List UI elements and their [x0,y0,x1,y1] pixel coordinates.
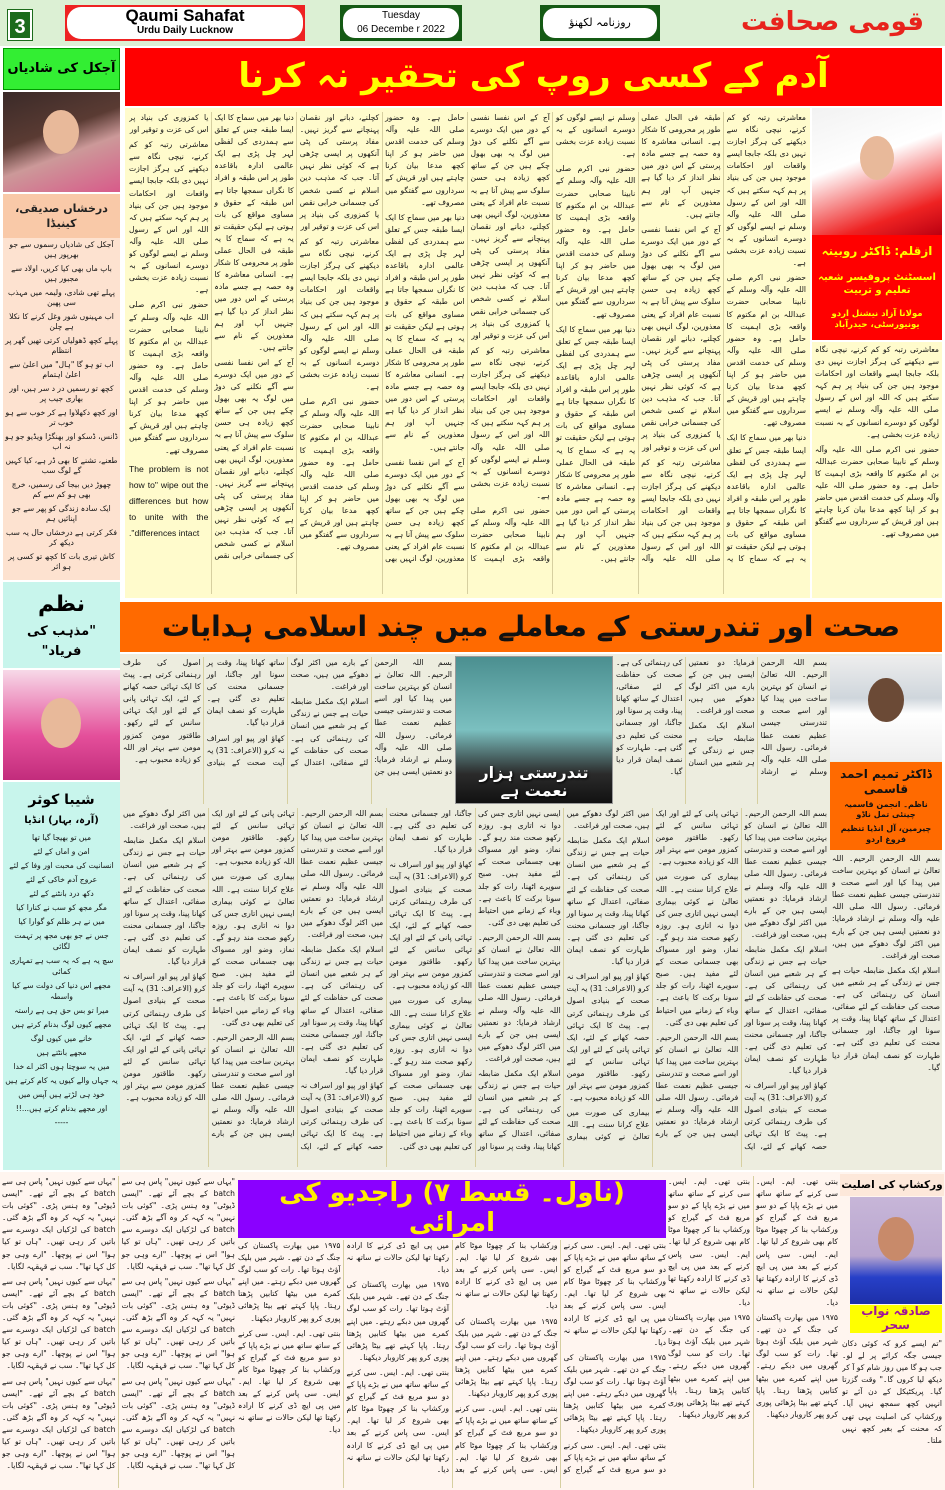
poem-line: آجکل کی شادیاں رسموں سے جو بھرپور ہیں [9,239,114,259]
paragraph: کھاؤ اور پیو اور اسراف نہ کرو (الاعراف: 31) یہ آیت صحت کے بنیادی اصول کی طرف رہنمائی کرتی ہے۔ پیٹ کا ایک تہائی حصہ کھانے کے لئے، ایک تہائی پانی کے لئے اور ایک تہائی سانس کے لئے رکھو۔ طاقتور مومن کمزور مومن سے بہتر اور اللہ کو زیادہ محبوب ہے۔ [389,860,472,991]
author-designation: چیرمین، آل انڈیا تنظیم فروغ اردو [840,824,932,844]
poem-line: پہلے تھی شادی، ولیمہ میں مہذب سی پھبن [8,287,115,307]
paragraph: "یہاں سے کیوں نہیں" پاس ہی سے batch کے بچے آئے تھے۔ "ایسی ڈیوٹی" وہ ہنس پڑی۔ "کوئی بات نہیں" یہ کہہ کر وہ آگے بڑھ گئی۔ batch کی لڑکیاں ایک دوسرے سے باتیں کر رہی تھیں۔ "ہاں تو کیا ہوا" اس نے پوچھا۔ "ارے وہی جو کل کہا تھا"۔ سب نے قہقہہ لگایا۔ [121,1376,235,1471]
novel-continued-text [2,1176,235,1488]
paragraph: آج کے اس نفسا نفسی کے دور میں ایک دوسرے سے آگے نکلنے کی دوڑ میں لوگ یہ بھی بھول چکے ہیں جن کے ساتھ کچھ زیادہ ہی حسن سلوک سے پیش آنا ہے بہ نسبت عام افراد کے یعنی معذورین، لوگ انہیں بھی کچلنے، دبانے اور نقصان پہنچانے سے گریز نہیں۔ مفاد پرستی کی پٹی آنکھوں پر ایسی چڑھی ہے کہ کوئی نظر نہیں آتا۔ جب کہ مذہب دین اسلام نے کسی شخص کی جسمانی خرابی نقص یا کمزوری کی بنیاد پر اس کی عزت و توقیر اور [470,113,550,340]
poem-line: اور مجھے بدنام کرتے ہیں...!! [15,1103,108,1113]
newspaper-title-box [65,5,305,41]
paragraph: بسم اللہ الرحمن الرحیم۔ اللہ تعالیٰ نے انسان کو بہترین ساخت میں پیدا کیا اور اسے صحت و تندرستی جیسی عظیم نعمت عطا فرمائی۔ رسول اللہ صلی اللہ علیہ وآلہ وسلم نے ارشاد فرمایا: دو نعمتیں ایسی ہیں جن کے بارے میں اکثر لوگ دھوکے میں ہیں، صحت اور فراغت۔ [744,809,827,939]
article2-body [123,657,452,804]
novel-body-right [668,1176,838,1488]
paragraph: بیماری کی صورت میں علاج کرانا سنت ہے۔ اللہ تعالیٰ نے کوئی بیماری ایسی نہیں اتاری جس کی دوا نہ اتاری ہو۔ روزہ رکھو صحت مند رہو گے۔ نماز، وضو اور مسواک بھی جسمانی صحت کے لئے مفید ہیں۔ صبح سویرے اٹھنا، رات کو جلد سونا برکت کا باعث ہے۔ وباء کے زمانے میں احتیاط کی تعلیم بھی دی گئی۔ [655,872,739,1027]
novel-body [238,1240,666,1488]
paragraph: بنتی تھی۔ ایم۔ ایس۔ سی کرنے کے ساتھ ساتھ میں نے بڑے پاپا کے دو سو مربع فٹ کے گیراج کو ورکشاپ بنا کر چھوٹا موٹا کام بھی شروع کر لیا تھا۔ ایم۔ ایس۔ سی پاس کرنے کے بعد میں پی ایچ ڈی کرنے کا ارادہ رکھتا تھا لیکن حالات نے ساتھ نہ دیا۔ [455,1241,666,1474]
section-label: آجکل کی شادیاں [3,48,120,90]
newspaper-subtitle: Urdu Daily Lucknow [136,25,234,36]
paragraph: بیماری کی صورت میں علاج کرانا سنت ہے۔ اللہ تعالیٰ نے کوئی بیماری ایسی نہیں اتاری جس کی دوا نہ اتاری ہو۔ روزہ رکھو صحت مند رہو گے۔ نماز، وضو اور مسواک بھی جسمانی صحت کے لئے مفید ہیں۔ صبح سویرے اٹھنا، رات کو جلد سونا برکت کا باعث ہے۔ وباء کے زمانے میں احتیاط کی تعلیم بھی دی گئی۔ [211,872,295,1027]
poem-line: دکھ درد بانٹنے کے لئے [29,888,94,898]
paragraph: معاشرتی رتبہ کو کم کرنے، نیچی نگاہ سے دیکھنے کی ہرگز اجازت نہیں دی بلکہ جابجا ایسے واقعات اور احکامات موجود ہیں جن کی بنیاد پر ہم کہہ سکتے ہیں کہ اللہ اور اس کے رسول صلی اللہ علیہ وآلہ وسلم نے ایسے لوگوں کو دوسرے انسانوں کے بہ نسبت زیادہ عزت بخشی ہے۔ [815,345,939,439]
paragraph: بسم اللہ الرحمن الرحیم۔ اللہ تعالیٰ نے انسان کو بہترین ساخت میں پیدا کیا اور اسے صحت و تندرستی جیسی عظیم نعمت عطا فرمائی۔ رسول اللہ صلی اللہ علیہ وآلہ وسلم نے ارشاد فرمایا: دو نعمتیں ایسی ہیں جن کے بارے میں اکثر لوگ دھوکے میں ہیں، صحت اور فراغت۔ [300,809,384,939]
poem-line: اور کچھ دکھلاوا ہے کر خوب سے ہو خوب تر [5,407,118,427]
poem-line: امن و اماں کے لئے [33,846,90,856]
poem-line: مگر مجھ کو سب نے کنارا کیا [16,902,107,912]
paragraph: اسلام ایک مکمل ضابطہ حیات ہے جس نے زندگی کے ہر شعبے میں انسان کی رہنمائی کی ہے۔ صحت کی حفاظت کے لئے صفائی، اعتدال کے ساتھ کھانا پینا، وقت پر سونا اور جاگنا، اور جسمانی محنت کی تعلیم دی گئی ہے۔ طہارت کو نصف ایمان قرار دیا گیا۔ [832,965,940,1072]
poem-line: باپ ماں بھی کیا کریں، اولاد سے مجبور ہیں [11,263,112,283]
date: 06 Decembe r 2022 [357,24,445,35]
paragraph: حضور نبی اکرم صلی اللہ علیہ وآلہ وسلم کے نابینا صحابی حضرت عبداللہ بن ام مکتوم کا واقعہ بڑی اہمیت کا حامل ہے۔ وہ حضور صلی اللہ علیہ وآلہ وسلم کی خدمت اقدس میں حاضر ہو کر اپنا کچھ مدعا بیان کرنا چاہتے ہیں اور قریش کے سرداروں سے گفتگو میں مصروف تھے۔ [815,444,939,539]
paragraph: دنیا بھر میں سماج کا ایک ایسا طبقہ جس کے تعلق سے ہمدردی کی لفظی لہر چل پڑی ہے ایک عالمی ادارہ باقاعدہ طور پر اس طبقہ و افراد کا نگراں سمجھا جاتا ہے اس طبقہ کے حقوق و مساوی مواقع کی بات ہوتی ہے لیکن حقیقت تو یہ ہے کہ سماج کا یہ طبقہ فی الحال عملی طور پر محرومی کا شکار ہے۔ انسانی معاشرہ کا وہ حصہ ہے جسے مادہ پرستی کے اس دور میں نظر انداز کر دیا گیا ہے جنہیں آپ اور ہم معذورین کے نام سے جانتے ہیں۔ [555,324,636,564]
paragraph: ۱۹۷۵ میں بھارت پاکستان کی جنگ کے دن تھے۔ شہر میں بلیک آؤٹ ہوتا تھا۔ رات کو سب لوگ گھروں میں دبکے رہتے۔ میں اپنے کمرے میں بیٹھا کتابیں پڑھتا رہتا۔ پاپا کہتے تھے بیٹا پڑھائی پوری کرو پھر کاروبار دیکھنا۔ [455,1316,558,1399]
paragraph: کھاؤ اور پیو اور اسراف نہ کرو (الاعراف: 31) یہ آیت صحت کے بنیادی اصول کی طرف رہنمائی کرتی ہے۔ پیٹ کا ایک تہائی حصہ کھانے کے لئے، ایک تہائی پانی کے لئے اور ایک تہائی سانس کے لئے رکھو۔ طاقتور مومن کمزور مومن سے بہتر اور اللہ کو زیادہ محبوب ہے۔ [566,972,650,1103]
paragraph: "یہاں سے کیوں نہیں" پاس ہی سے batch کے بچے آئے تھے۔ "ایسی ڈیوٹی" وہ ہنس پڑی۔ "کوئی بات نہیں" یہ کہہ کر وہ آگے بڑھ گئی۔ batch کی لڑکیاں ایک دوسرے سے باتیں کر رہی تھیں۔ "ہاں تو کیا ہوا" اس نے پوچھا۔ "ارے وہی جو کل کہا تھا"۔ سب نے قہقہہ لگایا۔ [2,1376,116,1471]
paragraph: اسلام ایک مکمل ضابطہ حیات ہے جس نے زندگی کے ہر شعبے میں انسان کی رہنمائی کی ہے۔ صحت کی حفاظت کے لئے صفائی، اعتدال کے ساتھ کھانا پینا، وقت پر سونا اور جاگنا، اور جسمانی محنت کی تعلیم دی گئی ہے۔ طہارت کو نصف ایمان قرار دیا گیا۔ [123,836,206,967]
paragraph: بنتی تھی۔ ایم۔ ایس۔ سی کرنے کے ساتھ ساتھ میں نے بڑے پاپا کے دو سو مربع فٹ کے گیراج کو ورکشاپ بنا کر چھوٹا موٹا کام بھی شروع کر لیا تھا۔ ایم۔ ایس۔ سی پاس کرنے کے بعد میں پی ایچ ڈی کرنے کا ارادہ رکھتا تھا لیکن حالات نے ساتھ نہ دیا۔ [238,1328,341,1435]
paragraph: ۱۹۷۵ میں بھارت پاکستان کی جنگ کے دن تھے۔ شہر میں بلیک آؤٹ ہوتا تھا۔ رات کو سب لوگ گھروں میں دبکے رہتے۔ میں اپنے کمرے میں بیٹھا کتابیں پڑھتا رہتا۔ پاپا کہتے تھے بیٹا پڑھائی پوری کرو پھر کاروبار دیکھنا۔ [238,1241,341,1323]
paragraph: "یہاں سے کیوں نہیں" پاس ہی سے batch کے بچے آئے تھے۔ "ایسی ڈیوٹی" وہ ہنس پڑی۔ "کوئی بات نہیں" یہ کہہ کر وہ آگے بڑھ گئی۔ batch کی لڑکیاں ایک دوسرے سے باتیں کر رہی تھیں۔ "ہاں تو کیا ہوا" اس نے پوچھا۔ "ارے وہی جو کل کہا تھا"۔ سب نے قہقہہ لگایا۔ [2,1276,116,1371]
paragraph: کھاؤ اور پیو اور اسراف نہ کرو (الاعراف: 31) یہ آیت صحت کے بنیادی اصول کی طرف رہنمائی کرتی ہے۔ پیٹ کا ایک تہائی حصہ کھانے کے لئے، ایک تہائی پانی کے لئے اور ایک تہائی سانس کے لئے رکھو۔ طاقتور مومن کمزور مومن سے بہتر اور اللہ کو زیادہ محبوب ہے۔ [211,809,384,1151]
paragraph: آج کے اس نفسا نفسی کے دور میں ایک دوسرے سے آگے نکلنے کی دوڑ میں لوگ یہ بھی بھول چکے ہیں جن کے ساتھ کچھ زیادہ ہی حسن سلوک سے پیش آنا ہے بہ نسبت عام افراد کے یعنی معذورین، لوگ انہیں بھی کچلنے، دبانے اور نقصان پہنچانے سے گریز نہیں۔ مفاد پرستی کی پٹی آنکھوں پر ایسی چڑھی ہے کہ کوئی نظر نہیں آتا۔ جب کہ مذہب دین اسلام نے کسی شخص کی جسمانی خرابی نقص یا کمزوری کی بنیاد پر اس کی عزت و توقیر اور [641,224,721,452]
paragraph: بسم اللہ الرحمن الرحیم۔ اللہ تعالیٰ نے انسان کو بہترین ساخت میں پیدا کیا اور اسے صحت و تندرستی جیسی عظیم نعمت عطا فرمائی۔ رسول اللہ صلی اللہ علیہ وآلہ وسلم نے ارشاد فرمایا: دو نعمتیں ایسی ہیں جن کے بارے میں اکثر لوگ دھوکے میں ہیں، صحت اور فراغت۔ [832,854,940,960]
poem-line: ڈانس، ڈسکو اور بھنگڑا ویڈیو جو ہو نہ اب [5,431,118,451]
poem-line: انسانیت کی محبت اور وفا کے لئے [9,860,114,870]
nazm-box [3,582,120,668]
poem-line: اب تو ہو گا "ہال" میں اعلیٰ سے اعلیٰ اہتمام [9,359,114,379]
day: Tuesday [382,10,420,21]
article1-headline: آدم کے کسی روپ کی تحقیر نہ کرنا [125,48,942,106]
paragraph: کھاؤ اور پیو اور اسراف نہ کرو (الاعراف: 31) یہ آیت صحت کے بنیادی اصول کی طرف رہنمائی کرتی ہے۔ پیٹ کا ایک تہائی حصہ کھانے کے لئے، ایک تہائی پانی کے لئے اور ایک تہائی سانس کے لئے رکھو۔ طاقتور مومن کمزور مومن سے بہتر اور اللہ کو زیادہ محبوب ہے۔ [123,658,285,767]
paragraph: اسلام ایک مکمل ضابطہ حیات ہے جس نے زندگی کے ہر شعبے میں انسان کی رہنمائی کی ہے۔ صحت کی حفاظت کے لئے صفائی، اعتدال کے ساتھ کھانا پینا، وقت پر سونا اور جاگنا، اور جسمانی محنت کی تعلیم دی گئی ہے۔ طہارت کو نصف ایمان قرار دیا گیا۔ [616,658,755,776]
article2-byline-box [830,762,942,850]
paragraph: ۱۹۷۵ میں بھارت پاکستان کی جنگ کے دن تھے۔ شہر میں بلیک آؤٹ ہوتا تھا۔ رات کو سب لوگ گھروں میں دبکے رہتے۔ میں اپنے کمرے میں بیٹھا کتابیں پڑھتا رہتا۔ پاپا کہتے تھے بیٹا پڑھائی پوری کرو پھر کاروبار دیکھنا۔ [563,1352,666,1435]
author-designation: ناظم۔ انجمن قاسمیہ چینئی تمل ناڈو [844,799,928,820]
paragraph: حضور نبی اکرم صلی اللہ علیہ وآلہ وسلم کے نابینا صحابی حضرت عبداللہ بن ام مکتوم کا واقعہ بڑی اہمیت کا حامل ہے۔ وہ حضور صلی اللہ علیہ وآلہ وسلم کی خدمت اقدس میں حاضر ہو کر اپنا کچھ مدعا بیان کرنا چاہتے ہیں اور قریش کے سرداروں سے گفتگو میں مصروف تھے۔ [299,397,380,552]
paragraph: بنتی تھی۔ ایم۔ ایس۔ سی کرنے کے ساتھ ساتھ میں نے بڑے پاپا کے دو سو مربع فٹ کے گیراج کو ورکشاپ بنا کر چھوٹا موٹا کام بھی شروع کر لیا تھا۔ ایم۔ ایس۔ سی پاس کرنے کے بعد میں پی ایچ ڈی کرنے کا ارادہ رکھتا تھا لیکن حالات نے ساتھ نہ دیا۔ [563,1241,666,1347]
poem-line: فکر کرتی ہے درخشاں حال یہ سب دیکھ کر [6,527,117,547]
poem-author: شیبا کوثر [28,792,95,808]
poem-mazhab [3,782,120,1170]
poem-location: (آرہ، بہار) انڈیا [24,815,99,826]
paragraph: بسم اللہ الرحمن الرحیم۔ اللہ تعالیٰ نے انسان کو بہترین ساخت میں پیدا کیا اور اسے صحت و تندرستی جیسی عظیم نعمت عطا فرمائی۔ رسول اللہ صلی اللہ علیہ وآلہ وسلم نے ارشاد فرمایا: دو نعمتیں ایسی ہیں جن کے بارے میں اکثر لوگ دھوکے میں ہیں، صحت اور فراغت۔ [478,932,561,1063]
workshop-headline: ورکشاپ کی اصلیت [840,1174,944,1196]
paragraph: کھاؤ اور پیو اور اسراف نہ کرو (الاعراف: 31) یہ آیت صحت کے بنیادی اصول کی طرف رہنمائی کرتی ہے۔ پیٹ کا ایک تہائی حصہ کھانے کے لئے، ایک تہائی پانی کے لئے اور ایک تہائی سانس کے لئے رکھو۔ طاقتور مومن کمزور مومن سے بہتر اور اللہ کو زیادہ محبوب ہے۔ [655,809,827,1151]
paragraph: "یہاں سے کیوں نہیں" پاس ہی سے batch کے بچے آئے تھے۔ "ایسی ڈیوٹی" وہ ہنس پڑی۔ "کوئی بات نہیں" یہ کہہ کر وہ آگے بڑھ گئی۔ batch کی لڑکیاں ایک دوسرے سے باتیں کر رہی تھیں۔ "ہاں تو کیا ہوا" اس نے پوچھا۔ "ارے وہی جو کل کہا تھا"۔ سب نے قہقہہ لگایا۔ [121,1177,235,1271]
nazm-label: نظم [38,592,85,617]
paragraph: حضور نبی اکرم صلی اللہ علیہ وآلہ وسلم کے نابینا صحابی حضرت عبداللہ بن ام مکتوم کا واقعہ بڑی اہمیت کا حامل ہے۔ وہ حضور صلی اللہ علیہ وآلہ وسلم کی خدمت اقدس میں حاضر ہو کر اپنا کچھ مدعا بیان کرنا چاہتے ہیں اور قریش کے سرداروں سے گفتگو میں مصروف تھے۔ [129,300,209,455]
page-number: 3 [8,10,32,40]
poet-photo [3,92,120,192]
paragraph: ۱۹۷۵ میں بھارت پاکستان کی جنگ کے دن تھے۔ شہر میں بلیک آؤٹ ہوتا تھا۔ رات کو سب لوگ گھروں میں دبکے رہتے۔ میں اپنے کمرے میں بیٹھا کتابیں پڑھتا رہتا۔ پاپا کہتے تھے بیٹا پڑھائی پوری کرو پھر کاروبار دیکھنا۔ [668,1313,750,1419]
english-quote: The problem is not how to" wipe out the differences but how to unite with the ."differences intact [129,463,209,538]
paragraph: بنتی تھی۔ ایم۔ ایس۔ سی کرنے کے ساتھ ساتھ میں نے بڑے پاپا کے دو سو مربع فٹ کے گیراج کو ورکشاپ بنا کر چھوٹا موٹا کام بھی شروع کر لیا تھا۔ ایم۔ ایس۔ سی پاس کرنے کے بعد میں پی ایچ ڈی کرنے کا ارادہ رکھتا تھا لیکن حالات نے ساتھ نہ دیا۔ [756,1177,838,1307]
paragraph: بنتی تھی۔ ایم۔ ایس۔ سی کرنے کے ساتھ ساتھ میں نے بڑے پاپا کے دو سو مربع فٹ کے گیراج کو ورکشاپ بنا کر چھوٹا موٹا کام بھی شروع کر لیا تھا۔ ایم۔ ایس۔ سی پاس کرنے کے بعد میں پی ایچ ڈی کرنے کا ارادہ رکھتا تھا لیکن حالات نے ساتھ نہ دیا۔ [346,1241,558,1474]
poem-line: جس نے جو بھی مجھ پر تہمت لگائی [14,930,109,951]
paragraph: معاشرتی رتبہ کو کم کرنے، نیچی نگاہ سے دیکھنے کی ہرگز اجازت نہیں دی بلکہ جابجا ایسے واقعات اور احکامات موجود ہیں جن کی بنیاد پر ہم کہہ سکتے ہیں کہ اللہ اور اس کے رسول صلی اللہ علیہ وآلہ وسلم نے ایسے لوگوں کو دوسرے انسانوں کے بہ نسبت زیادہ عزت بخشی ہے۔ [299,236,380,392]
article1-side-text [812,342,942,598]
poem-line: میں تو بھیجا گیا تھا [31,832,92,842]
paragraph: ۱۹۷۵ میں بھارت پاکستان کی جنگ کے دن تھے۔ شہر میں بلیک آؤٹ ہوتا تھا۔ رات کو سب لوگ گھروں میں دبکے رہتے۔ میں اپنے کمرے میں بیٹھا کتابیں پڑھتا رہتا۔ پاپا کہتے تھے بیٹا پڑھائی پوری کرو پھر کاروبار دیکھنا۔ [756,1313,838,1419]
date-box [340,5,462,41]
paragraph: بسم اللہ الرحمن الرحیم۔ اللہ تعالیٰ نے انسان کو بہترین ساخت میں پیدا کیا اور اسے صحت و تندرستی جیسی عظیم نعمت عطا فرمائی۔ رسول اللہ صلی اللہ علیہ وآلہ وسلم نے ارشاد فرمایا: دو نعمتیں ایسی ہیں جن کے بارے میں اکثر لوگ دھوکے میں ہیں، صحت اور فراغت۔ [566,809,739,1139]
article2-body [123,808,827,1167]
poem-line: ----- [54,1117,69,1127]
poem-line: میں یہ سوچتا ہوں اکثر اے خدا [13,1061,110,1071]
paragraph: معاشرتی رتبہ کو کم کرنے، نیچی نگاہ سے دیکھنے کی ہرگز اجازت نہیں دی بلکہ جابجا ایسے واقعات اور احکامات موجود ہیں جن کی بنیاد پر ہم کہہ سکتے ہیں کہ اللہ اور اس کے رسول صلی اللہ علیہ وآلہ وسلم نے ایسے لوگوں کو دوسرے انسانوں کے بہ نسبت زیادہ عزت بخشی ہے۔ [726,113,806,268]
paragraph: دنیا بھر میں سماج کا ایک ایسا طبقہ جس کے تعلق سے ہمدردی کی لفظی لہر چل پڑی ہے ایک عالمی ادارہ باقاعدہ طور پر اس طبقہ و افراد کا نگراں سمجھا جاتا ہے اس طبقہ کے حقوق و مساوی مواقع کی بات ہوتی ہے لیکن حقیقت تو یہ ہے کہ سماج کا یہ طبقہ فی الحال عملی طور پر محرومی کا شکار ہے۔ انسانی معاشرہ کا وہ حصہ ہے جسے مادہ پرستی کے اس دور میں نظر انداز کر دیا گیا ہے جنہیں آپ اور ہم معذورین کے نام سے جانتے ہیں۔ [385,212,465,452]
paragraph: کھاؤ اور پیو اور اسراف نہ کرو (الاعراف: 31) یہ آیت صحت کے بنیادی اصول کی طرف رہنمائی کرتی ہے۔ پیٹ کا ایک تہائی حصہ کھانے کے لئے، ایک تہائی پانی کے لئے اور ایک تہائی سانس کے لئے رکھو۔ طاقتور مومن کمزور مومن سے بہتر اور اللہ کو زیادہ محبوب ہے۔ [123,972,206,1103]
article2-body [616,657,827,804]
poem-line: چھوڑ دیں بیجا کی رسمیں، خرچ بھی ہو کم سے کم [11,479,112,499]
article1-byline-box [812,235,942,340]
nazm-title: "مذہب کی فریاد" [27,624,96,659]
author-university: مولانا آزاد نیشنل اردو یونیورسٹی، حیدرآباد [831,309,923,330]
author-photo [812,108,942,235]
poem-line: کاش تیری بات کا کچھ تو کسی پر ہو اثر [8,551,115,571]
paragraph: بیماری کی صورت میں علاج کرانا سنت ہے۔ اللہ تعالیٰ نے کوئی بیماری ایسی نہیں اتاری جس کی دوا نہ اتاری ہو۔ روزہ رکھو صحت مند رہو گے۔ نماز، وضو اور مسواک بھی جسمانی صحت کے لئے مفید ہیں۔ صبح سویرے اٹھنا، رات کو جلد سونا برکت کا باعث ہے۔ وباء کے زمانے میں احتیاط کی تعلیم بھی دی گئی۔ [478,809,650,1142]
poem-line: میں نے ہر ظلم کو گوارا کیا [18,916,105,926]
workshop-author: صادقہ نواب سحر [850,1305,942,1333]
poem-line: ایک سادہ زندگی کو پھر سے جو اپنائیں ہم [12,503,111,523]
poem-line: خانے میں کیوں لوگ [30,1033,93,1043]
image-caption: تندرستی ہزار نعمت ہے [479,765,589,799]
paragraph: اسلام ایک مکمل ضابطہ حیات ہے جس نے زندگی کے ہر شعبے میں انسان کی رہنمائی کی ہے۔ صحت کی حفاظت کے لئے صفائی، اعتدال کے ساتھ کھانا پینا، وقت پر سونا اور جاگنا، اور جسمانی محنت کی تعلیم دی گئی ہے۔ طہارت کو نصف ایمان قرار دیا گیا۔ [300,945,384,1075]
paragraph: معاشرتی رتبہ کو کم کرنے، نیچی نگاہ سے دیکھنے کی ہرگز اجازت نہیں دی بلکہ جابجا ایسے واقعات اور احکامات موجود ہیں جن کی بنیاد پر ہم کہہ سکتے ہیں کہ اللہ اور اس کے رسول صلی اللہ علیہ وآلہ وسلم نے ایسے لوگوں کو دوسرے انسانوں کے بہ نسبت زیادہ عزت بخشی ہے۔ [129,140,209,295]
paragraph: بیماری کی صورت میں علاج کرانا سنت ہے۔ اللہ تعالیٰ نے کوئی بیماری ایسی نہیں اتاری جس کی دوا نہ اتاری ہو۔ روزہ رکھو صحت مند رہو گے۔ نماز، وضو اور مسواک بھی جسمانی صحت کے لئے مفید ہیں۔ صبح سویرے اٹھنا، رات کو جلد سونا برکت کا باعث ہے۔ وباء کے زمانے میں احتیاط کی تعلیم بھی دی گئی۔ [389,996,472,1151]
paragraph: معاشرتی رتبہ کو کم کرنے، نیچی نگاہ سے دیکھنے کی ہرگز اجازت نہیں دی بلکہ جابجا ایسے واقعات اور احکامات موجود ہیں جن کی بنیاد پر ہم کہہ سکتے ہیں کہ اللہ اور اس کے رسول صلی اللہ علیہ وآلہ وسلم نے ایسے لوگوں کو دوسرے انسانوں کے بہ نسبت زیادہ عزت بخشی ہے۔ [470,345,550,500]
poem-line: یہ جہاں والے کیوں یہ کام کرتے ہیں [5,1075,118,1085]
poem-line: خود ہی لڑتے ہیں آپس میں [18,1089,105,1099]
poem-line: کچھ تو رسمیں در د سر ہیں، اور بھاری جیب پر [9,383,114,403]
paragraph: حضور نبی اکرم صلی اللہ علیہ وآلہ وسلم کے نابینا صحابی حضرت عبداللہ بن ام مکتوم کا واقعہ بڑی اہمیت کا حامل ہے۔ وہ حضور صلی اللہ علیہ وآلہ وسلم کی خدمت اقدس میں حاضر ہو کر اپنا کچھ مدعا بیان کرنا چاہتے ہیں اور قریش کے سرداروں سے گفتگو میں مصروف تھے۔ [385,113,550,564]
left-column [3,92,120,1170]
poem-line: عروج آدم خاکی کے لئے [25,874,98,884]
novel-headline: (ناول۔ قسط ۷) راجدیو کی امرائی [238,1180,666,1238]
poem-line: پہلے کچھ ڈھولیاں کرتی تھیں گھر پر انتظام [5,335,118,355]
article2-body [832,853,940,1167]
poem-line: طعنے، تشنے کا بھی ڈر ہے، کیا کہیں گے لوگ سب [5,455,118,475]
poem-line: اب مہینوں شور وغل کرنے کا نکلا ہے چلن [9,311,114,331]
paragraph: "یہاں سے کیوں نہیں" پاس ہی سے batch کے بچے آئے تھے۔ "ایسی ڈیوٹی" وہ ہنس پڑی۔ "کوئی بات نہیں" یہ کہہ کر وہ آگے بڑھ گئی۔ batch کی لڑکیاں ایک دوسرے سے باتیں کر رہی تھیں۔ "ہاں تو کیا ہوا" اس نے پوچھا۔ "ارے وہی جو کل کہا تھا"۔ سب نے قہقہہ لگایا۔ [2,1177,116,1271]
workshop-body [840,1336,944,1488]
paragraph: اسلام ایک مکمل ضابطہ حیات ہے جس نے زندگی کے ہر شعبے میں انسان کی رہنمائی کی ہے۔ صحت کی حفاظت کے لئے صفائی، اعتدال کے ساتھ کھانا پینا، وقت پر سونا اور جاگنا، اور جسمانی محنت کی تعلیم دی گئی ہے۔ طہارت کو نصف ایمان قرار دیا گیا۔ [389,809,561,1151]
paragraph: آج کے اس نفسا نفسی کے دور میں ایک دوسرے سے آگے نکلنے کی دوڑ میں لوگ یہ بھی بھول چکے ہیں جن کے ساتھ کچھ زیادہ ہی حسن سلوک سے پیش آنا ہے بہ نسبت عام افراد کے یعنی معذورین، لوگ انہیں بھی کچلنے، دبانے اور نقصان پہنچانے سے گریز نہیں۔ مفاد پرستی کی پٹی آنکھوں پر ایسی چڑھی ہے کہ کوئی نظر نہیں آتا۔ جب کہ مذہب دین اسلام نے کسی شخص کی جسمانی خرابی نقص یا کمزوری کی بنیاد پر اس کی عزت و توقیر اور [299,113,465,564]
paragraph: حضور نبی اکرم صلی اللہ علیہ وآلہ وسلم کے نابینا صحابی حضرت عبداللہ بن ام مکتوم کا واقعہ بڑی اہمیت کا حامل ہے۔ وہ حضور صلی اللہ علیہ وآلہ وسلم کی خدمت اقدس میں حاضر ہو کر اپنا کچھ مدعا بیان کرنا چاہتے ہیں اور قریش کے سرداروں سے گفتگو میں مصروف تھے۔ [726,273,806,428]
paragraph: بسم اللہ الرحمن الرحیم۔ اللہ تعالیٰ نے انسان کو بہترین ساخت میں پیدا کیا اور اسے صحت و تندرستی جیسی عظیم نعمت عطا فرمائی۔ رسول اللہ صلی اللہ علیہ وآلہ وسلم نے ارشاد فرمایا: دو نعمتیں ایسی ہیں جن کے بارے میں اکثر لوگ دھوکے میں ہیں، صحت اور فراغت۔ [290,658,452,776]
paragraph: بسم اللہ الرحمن الرحیم۔ اللہ تعالیٰ نے انسان کو بہترین ساخت میں پیدا کیا اور اسے صحت و تندرستی جیسی عظیم نعمت عطا فرمائی۔ رسول اللہ صلی اللہ علیہ وآلہ وسلم نے ارشاد فرمایا: دو نعمتیں ایسی ہیں جن کے بارے میں اکثر لوگ دھوکے میں ہیں، صحت اور فراغت۔ [123,809,295,1139]
poet-photo [3,670,120,780]
runner-photo [455,656,613,804]
roznama-label: روزنامہ لکھنؤ [543,8,657,38]
paragraph: اسلام ایک مکمل ضابطہ حیات ہے جس نے زندگی کے ہر شعبے میں انسان کی رہنمائی کی ہے۔ صحت کی حفاظت کے لئے صفائی، اعتدال کے ساتھ کھانا پینا، وقت پر سونا اور جاگنا، اور جسمانی محنت کی تعلیم دی گئی ہے۔ طہارت کو نصف ایمان قرار دیا گیا۔ [206,658,369,767]
poem-line: مجھے اس دنیا کی دولت سے کیا واسطہ [12,980,111,1001]
author-name: ڈاکٹر تمیم احمد قاسمی [840,766,932,796]
paragraph: بنتی تھی۔ ایم۔ ایس۔ سی کرنے کے ساتھ ساتھ میں نے بڑے پاپا کے دو سو مربع فٹ کے گیراج کو ورکشاپ بنا کر چھوٹا موٹا کام بھی شروع کر لیا تھا۔ ایم۔ ایس۔ سی پاس کرنے کے بعد میں پی ایچ ڈی کرنے کا ارادہ رکھتا تھا لیکن حالات نے ساتھ نہ دیا۔ [346,1367,449,1474]
poem-line: مجھے کیوں لوگ بدنام کرتے ہیں [11,1019,112,1029]
paragraph: "تم ایسے کرو کہ کوئی دکان جیسی جگہ کرائے پر لے لو۔ جب ہو گا میں روز شام کو آ کر دیکھ لیا کروں گا۔" وقت گزرتا گیا۔ پریکٹیکل کے دن آئے تو انہیں کچھ سمجھ نہیں آیا۔ ورکشاپ کی اصلیت یہی تھی کہ محنت کے بغیر کچھ نہیں ملتا۔ [842,1339,942,1445]
paragraph: دنیا بھر میں سماج کا ایک ایسا طبقہ جس کے تعلق سے ہمدردی کی لفظی لہر چل پڑی ہے ایک عالمی ادارہ باقاعدہ طور پر اس طبقہ و افراد کا نگراں سمجھا جاتا ہے اس طبقہ کے حقوق و مساوی مواقع کی بات ہوتی ہے لیکن حقیقت تو یہ ہے کہ سماج کا یہ طبقہ فی الحال عملی طور پر محرومی کا شکار ہے۔ انسانی معاشرہ کا وہ حصہ ہے جسے مادہ پرستی کے اس دور میں نظر انداز کر دیا گیا ہے جنہیں آپ اور ہم معذورین کے نام سے جانتے ہیں۔ [641,113,806,564]
paragraph: دنیا بھر میں سماج کا ایک ایسا طبقہ جس کے تعلق سے ہمدردی کی لفظی لہر چل پڑی ہے ایک عالمی ادارہ باقاعدہ طور پر اس طبقہ و افراد کا نگراں سمجھا جاتا ہے اس طبقہ کے حقوق و مساوی مواقع کی بات ہوتی ہے لیکن حقیقت تو یہ ہے کہ سماج کا یہ طبقہ فی الحال عملی طور پر محرومی کا شکار ہے۔ انسانی معاشرہ کا وہ حصہ ہے جسے مادہ پرستی کے اس دور میں نظر انداز کر دیا گیا ہے جنہیں آپ اور ہم معذورین کے نام سے جانتے ہیں۔ [214,113,294,352]
article1-body [125,108,810,598]
poem-line: میرا تو بس حق ہی ہے راستہ [14,1005,109,1015]
author-name: ازقلم: ڈاکٹر روبینہ [821,244,933,258]
roznama-box [540,5,660,41]
author-photo [830,656,942,761]
poem-ajkal [3,194,120,580]
paragraph: ۱۹۷۵ میں بھارت پاکستان کی جنگ کے دن تھے۔ شہر میں بلیک آؤٹ ہوتا تھا۔ رات کو سب لوگ گھروں میں دبکے رہتے۔ میں اپنے کمرے میں بیٹھا کتابیں پڑھتا رہتا۔ پاپا کہتے تھے بیٹا پڑھائی پوری کرو پھر کاروبار دیکھنا۔ [346,1280,449,1362]
paragraph: بنتی تھی۔ ایم۔ ایس۔ سی کرنے کے ساتھ ساتھ میں نے بڑے پاپا کے دو سو مربع فٹ کے گیراج کو ورکشاپ بنا کر چھوٹا موٹا کام بھی شروع کر لیا تھا۔ ایم۔ ایس۔ سی پاس کرنے کے بعد میں پی ایچ ڈی کرنے کا ارادہ رکھتا تھا لیکن حالات نے ساتھ نہ دیا۔ [668,1177,750,1307]
author-designation: اسسٹنٹ پروفیسر شعبہ تعلیم و تربیت [818,272,936,296]
paragraph: آج کے اس نفسا نفسی کے دور میں ایک دوسرے سے آگے نکلنے کی دوڑ میں لوگ یہ بھی بھول چکے ہیں جن کے ساتھ کچھ زیادہ ہی حسن سلوک سے پیش آنا ہے بہ نسبت عام افراد کے یعنی معذورین، لوگ انہیں بھی کچلنے، دبانے اور نقصان پہنچانے سے گریز نہیں۔ مفاد پرستی کی پٹی آنکھوں پر ایسی چڑھی ہے کہ کوئی نظر نہیں آتا۔ جب کہ مذہب دین اسلام نے کسی شخص کی جسمانی خرابی نقص یا کمزوری کی بنیاد پر اس کی عزت و توقیر اور [129,113,294,561]
paragraph: اسلام ایک مکمل ضابطہ حیات ہے جس نے زندگی کے ہر شعبے میں انسان کی رہنمائی کی ہے۔ صحت کی حفاظت کے لئے صفائی، اعتدال کے ساتھ کھانا پینا، وقت پر سونا اور جاگنا، اور جسمانی محنت کی تعلیم دی گئی ہے۔ طہارت کو نصف ایمان قرار دیا گیا۔ [744,945,827,1075]
poem-author: درخشاں صدیقی، کینیڈا [3,194,120,238]
author-photo [850,1197,942,1304]
poem-line: سچ یہ ہے کہ یہ سب ہے تمہاری کمائی [9,955,114,976]
paragraph: بسم اللہ الرحمن الرحیم۔ اللہ تعالیٰ نے انسان کو بہترین ساخت میں پیدا کیا اور اسے صحت و تندرستی جیسی عظیم نعمت عطا فرمائی۔ رسول اللہ صلی اللہ علیہ وآلہ وسلم نے ارشاد فرمایا: دو نعمتیں ایسی ہیں جن کے بارے میں اکثر لوگ دھوکے میں ہیں، صحت اور فراغت۔ [688,658,827,776]
urdu-masthead: قومی صحافت [741,7,924,38]
paragraph: اسلام ایک مکمل ضابطہ حیات ہے جس نے زندگی کے ہر شعبے میں انسان کی رہنمائی کی ہے۔ صحت کی حفاظت کے لئے صفائی، اعتدال کے ساتھ کھانا پینا، وقت پر سونا اور جاگنا، اور جسمانی محنت کی تعلیم دی گئی ہے۔ طہارت کو نصف ایمان قرار دیا گیا۔ [566,836,650,967]
newspaper-title: Qaumi Sahafat [125,6,245,25]
paragraph: "یہاں سے کیوں نہیں" پاس ہی سے batch کے بچے آئے تھے۔ "ایسی ڈیوٹی" وہ ہنس پڑی۔ "کوئی بات نہیں" یہ کہہ کر وہ آگے بڑھ گئی۔ batch کی لڑکیاں ایک دوسرے سے باتیں کر رہی تھیں۔ "ہاں تو کیا ہوا" اس نے پوچھا۔ "ارے وہی جو کل کہا تھا"۔ سب نے قہقہہ لگایا۔ [121,1276,235,1371]
paragraph: حضور نبی اکرم صلی اللہ علیہ وآلہ وسلم کے نابینا صحابی حضرت عبداللہ بن ام مکتوم کا واقعہ بڑی اہمیت کا حامل ہے۔ وہ حضور صلی اللہ علیہ وآلہ وسلم کی خدمت اقدس میں حاضر ہو کر اپنا کچھ مدعا بیان کرنا چاہتے ہیں اور قریش کے سرداروں سے گفتگو میں مصروف تھے۔ [555,164,636,319]
article2-headline: صحت اور تندرستی کے معاملے میں چند اسلامی ہدایات [120,602,942,652]
paragraph: معاشرتی رتبہ کو کم کرنے، نیچی نگاہ سے دیکھنے کی ہرگز اجازت نہیں دی بلکہ جابجا ایسے واقعات اور احکامات موجود ہیں جن کی بنیاد پر ہم کہہ سکتے ہیں کہ اللہ اور اس کے رسول صلی اللہ علیہ وآلہ وسلم نے ایسے لوگوں کو دوسرے انسانوں کے بہ نسبت زیادہ عزت بخشی ہے۔ [555,113,721,564]
poem-line: مجھے بانٹتے ہیں [36,1047,87,1057]
